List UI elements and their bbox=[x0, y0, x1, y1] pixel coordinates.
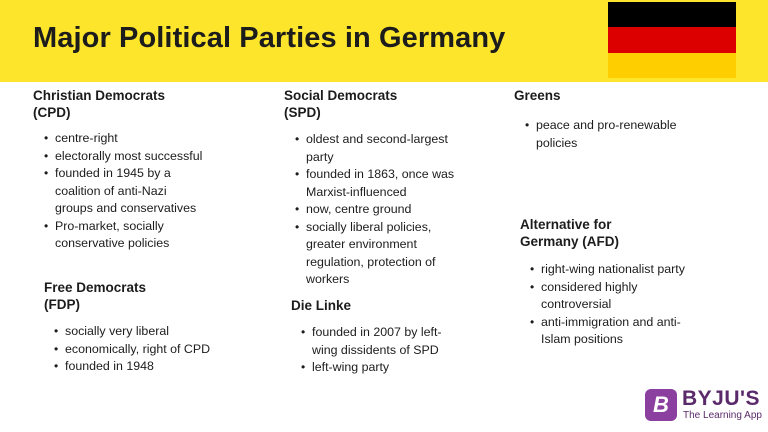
party-point: • anti-immigration and anti- Islam positions bbox=[541, 314, 750, 349]
flag-stripe-black bbox=[608, 2, 736, 27]
party-name: Die Linke bbox=[291, 298, 352, 313]
party-point: • now, centre ground bbox=[306, 201, 484, 219]
byjus-logo bbox=[645, 388, 763, 424]
party-point: • founded in 2007 by left- wing dissidents of SPD bbox=[312, 324, 491, 359]
party-points bbox=[520, 261, 750, 349]
party-social-democrats bbox=[284, 87, 484, 289]
byjus-logo-name: BYJU'S bbox=[682, 387, 761, 410]
party-points bbox=[44, 323, 264, 376]
party-point: • peace and pro-renewable policies bbox=[536, 117, 734, 152]
party-die-linke bbox=[291, 297, 491, 377]
party-name: Free Democrats (FDP) bbox=[44, 280, 147, 312]
party-name: Alternative for Germany (AFD) bbox=[520, 217, 620, 249]
party-name: Christian Democrats (CPD) bbox=[33, 88, 166, 120]
byjus-logo-mark: B bbox=[645, 389, 677, 421]
party-name: Greens bbox=[514, 88, 561, 103]
party-point: • electorally most successful bbox=[55, 148, 253, 166]
party-greens bbox=[514, 87, 734, 152]
party-point: • founded in 1948 bbox=[65, 358, 264, 376]
party-point: • Pro-market, socially conservative policies bbox=[55, 218, 253, 253]
party-christian-democrats bbox=[33, 87, 253, 253]
party-point: • oldest and second-largest party bbox=[306, 131, 484, 166]
party-point: • founded in 1945 by a coalition of anti-Nazi groups and conservatives bbox=[55, 165, 253, 218]
page-title: Major Political Parties in Germany bbox=[33, 22, 506, 54]
party-point: • economically, right of CPD bbox=[65, 341, 264, 359]
party-points bbox=[291, 324, 491, 377]
party-point: • founded in 1863, once was Marxist-influenced bbox=[306, 166, 484, 201]
party-points bbox=[284, 131, 484, 289]
flag-stripe-gold bbox=[608, 53, 736, 78]
germany-flag bbox=[608, 2, 736, 78]
party-alternative-for-germany bbox=[520, 216, 750, 349]
party-point: • centre-right bbox=[55, 130, 253, 148]
party-free-democrats bbox=[44, 279, 264, 376]
byjus-logo-tagline: The Learning App bbox=[683, 410, 762, 421]
party-point: • socially very liberal bbox=[65, 323, 264, 341]
party-point: • right-wing nationalist party bbox=[541, 261, 750, 279]
party-point: • considered highly controversial bbox=[541, 279, 750, 314]
flag-stripe-red bbox=[608, 27, 736, 52]
party-point: • socially liberal policies, greater environment regulation, protection of workers bbox=[306, 219, 484, 289]
party-point: • left-wing party bbox=[312, 359, 491, 377]
party-name: Social Democrats (SPD) bbox=[284, 88, 398, 120]
party-points bbox=[514, 117, 734, 152]
party-points bbox=[33, 130, 253, 253]
